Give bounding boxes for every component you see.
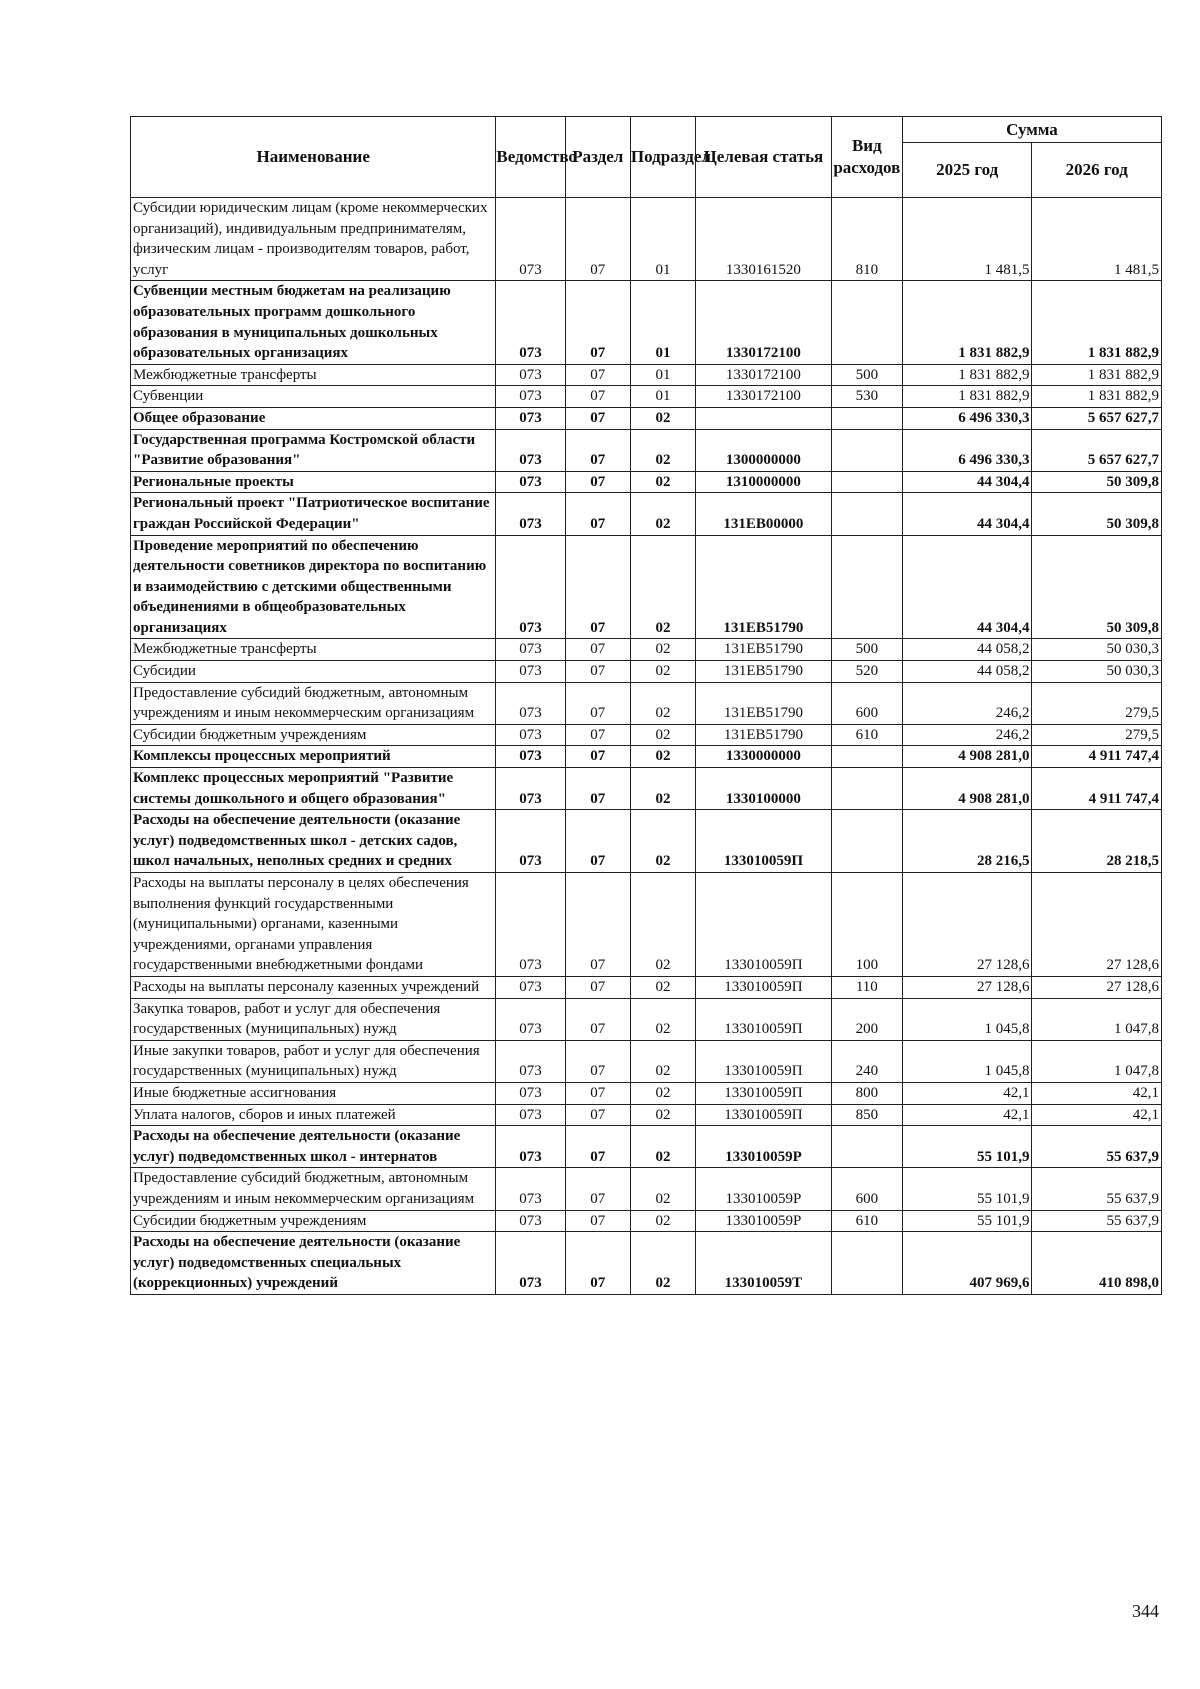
cell-pod: 02 xyxy=(630,1168,695,1210)
table-body xyxy=(131,198,1162,1295)
cell-raz: 07 xyxy=(565,661,630,683)
cell-vid xyxy=(831,493,902,535)
cell-cel: 133010059П xyxy=(696,1104,832,1126)
cell-cel: 133010059П xyxy=(696,873,832,977)
cell-ved: 073 xyxy=(496,976,565,998)
cell-vid: 850 xyxy=(831,1104,902,1126)
cell-pod: 02 xyxy=(630,873,695,977)
cell-name: Межбюджетные трансферты xyxy=(131,364,496,386)
cell-vid xyxy=(831,746,902,768)
table-row xyxy=(131,998,1162,1040)
cell-pod: 02 xyxy=(630,429,695,471)
cell-y1: 44 304,4 xyxy=(902,471,1032,493)
cell-ved: 073 xyxy=(496,1210,565,1232)
cell-y1: 44 304,4 xyxy=(902,535,1032,639)
cell-vid: 600 xyxy=(831,1168,902,1210)
cell-vid xyxy=(831,471,902,493)
cell-name: Проведение мероприятий по обеспечению деятельности советников директора по воспитанию и взаимодействию с детскими общественными объединениями в общеобразовательных организациях xyxy=(131,535,496,639)
cell-pod: 02 xyxy=(630,1126,695,1168)
cell-raz: 07 xyxy=(565,724,630,746)
cell-y1: 1 831 882,9 xyxy=(902,281,1032,364)
cell-name: Расходы на выплаты персоналу в целях обеспечения выполнения функций государственными (муниципальными) органами, казенными учреждениями, органами управления государственными внебюджетными фондами xyxy=(131,873,496,977)
cell-raz: 07 xyxy=(565,810,630,873)
table-row xyxy=(131,364,1162,386)
cell-ved: 073 xyxy=(496,873,565,977)
cell-raz: 07 xyxy=(565,1082,630,1104)
cell-ved: 073 xyxy=(496,471,565,493)
cell-vid: 610 xyxy=(831,1210,902,1232)
cell-name: Закупка товаров, работ и услуг для обеспечения государственных (муниципальных) нужд xyxy=(131,998,496,1040)
cell-name: Государственная программа Костромской области "Развитие образования" xyxy=(131,429,496,471)
cell-y1: 407 969,6 xyxy=(902,1232,1032,1295)
cell-raz: 07 xyxy=(565,429,630,471)
table-row xyxy=(131,1210,1162,1232)
cell-pod: 02 xyxy=(630,682,695,724)
cell-ved: 073 xyxy=(496,407,565,429)
header-vedomstvo: Ведомство xyxy=(496,117,565,198)
cell-name: Субвенции xyxy=(131,386,496,408)
cell-y1: 6 496 330,3 xyxy=(902,407,1032,429)
cell-vid: 520 xyxy=(831,661,902,683)
cell-name: Расходы на обеспечение деятельности (оказание услуг) подведомственных школ - интернатов xyxy=(131,1126,496,1168)
cell-name: Расходы на выплаты персоналу казенных учреждений xyxy=(131,976,496,998)
cell-pod: 01 xyxy=(630,364,695,386)
cell-y2: 4 911 747,4 xyxy=(1032,768,1162,810)
cell-cel: 1310000000 xyxy=(696,471,832,493)
cell-cel: 1330161520 xyxy=(696,198,832,281)
cell-raz: 07 xyxy=(565,386,630,408)
cell-cel: 133010059Т xyxy=(696,1232,832,1295)
cell-y1: 4 908 281,0 xyxy=(902,746,1032,768)
cell-ved: 073 xyxy=(496,364,565,386)
cell-name: Предоставление субсидий бюджетным, автономным учреждениям и иным некоммерческим организациям xyxy=(131,1168,496,1210)
cell-raz: 07 xyxy=(565,998,630,1040)
cell-y2: 1 047,8 xyxy=(1032,1040,1162,1082)
cell-ved: 073 xyxy=(496,1168,565,1210)
cell-cel: 133010059П xyxy=(696,810,832,873)
cell-ved: 073 xyxy=(496,768,565,810)
cell-cel: 1330172100 xyxy=(696,281,832,364)
cell-cel: 131EB51790 xyxy=(696,661,832,683)
cell-name: Межбюджетные трансферты xyxy=(131,639,496,661)
cell-cel: 133010059П xyxy=(696,1082,832,1104)
cell-cel: 131EB51790 xyxy=(696,724,832,746)
cell-y2: 27 128,6 xyxy=(1032,873,1162,977)
cell-vid xyxy=(831,281,902,364)
table-row xyxy=(131,746,1162,768)
cell-ved: 073 xyxy=(496,810,565,873)
table-row xyxy=(131,661,1162,683)
cell-raz: 07 xyxy=(565,1126,630,1168)
cell-vid xyxy=(831,1126,902,1168)
cell-name: Субсидии бюджетным учреждениям xyxy=(131,1210,496,1232)
cell-raz: 07 xyxy=(565,535,630,639)
cell-raz: 07 xyxy=(565,746,630,768)
table-row xyxy=(131,198,1162,281)
cell-name: Региональный проект "Патриотическое воспитание граждан Российской Федерации" xyxy=(131,493,496,535)
budget-table xyxy=(130,116,1162,1295)
cell-name: Иные бюджетные ассигнования xyxy=(131,1082,496,1104)
cell-raz: 07 xyxy=(565,1232,630,1295)
cell-y2: 1 047,8 xyxy=(1032,998,1162,1040)
cell-y1: 1 831 882,9 xyxy=(902,364,1032,386)
header-year-2025: 2025 год xyxy=(902,143,1032,198)
cell-ved: 073 xyxy=(496,724,565,746)
cell-cel: 1330172100 xyxy=(696,364,832,386)
cell-ved: 073 xyxy=(496,661,565,683)
cell-name: Расходы на обеспечение деятельности (оказание услуг) подведомственных школ - детских садов, школ начальных, неполных средних и средних xyxy=(131,810,496,873)
cell-pod: 02 xyxy=(630,471,695,493)
cell-name: Расходы на обеспечение деятельности (оказание услуг) подведомственных специальных (коррекционных) учреждений xyxy=(131,1232,496,1295)
cell-raz: 07 xyxy=(565,873,630,977)
table-row xyxy=(131,493,1162,535)
cell-vid: 500 xyxy=(831,364,902,386)
cell-raz: 07 xyxy=(565,407,630,429)
cell-pod: 02 xyxy=(630,998,695,1040)
table-row xyxy=(131,1082,1162,1104)
cell-y2: 50 309,8 xyxy=(1032,535,1162,639)
table-row xyxy=(131,873,1162,977)
table-row xyxy=(131,281,1162,364)
cell-y2: 4 911 747,4 xyxy=(1032,746,1162,768)
cell-raz: 07 xyxy=(565,471,630,493)
cell-y1: 1 831 882,9 xyxy=(902,386,1032,408)
cell-y1: 246,2 xyxy=(902,724,1032,746)
cell-name: Субвенции местным бюджетам на реализацию образовательных программ дошкольного образования в муниципальных дошкольных образовательных организациях xyxy=(131,281,496,364)
table-row xyxy=(131,976,1162,998)
cell-raz: 07 xyxy=(565,281,630,364)
cell-name: Субсидии бюджетным учреждениям xyxy=(131,724,496,746)
cell-pod: 02 xyxy=(630,810,695,873)
cell-raz: 07 xyxy=(565,768,630,810)
cell-cel: 133010059П xyxy=(696,1040,832,1082)
cell-ved: 073 xyxy=(496,429,565,471)
cell-raz: 07 xyxy=(565,639,630,661)
cell-name: Предоставление субсидий бюджетным, автономным учреждениям и иным некоммерческим организациям xyxy=(131,682,496,724)
cell-y2: 28 218,5 xyxy=(1032,810,1162,873)
cell-y2: 42,1 xyxy=(1032,1104,1162,1126)
cell-y1: 44 058,2 xyxy=(902,661,1032,683)
cell-cel xyxy=(696,407,832,429)
cell-y2: 5 657 627,7 xyxy=(1032,429,1162,471)
cell-y2: 1 831 882,9 xyxy=(1032,386,1162,408)
cell-y1: 44 304,4 xyxy=(902,493,1032,535)
cell-ved: 073 xyxy=(496,746,565,768)
cell-vid xyxy=(831,535,902,639)
cell-name: Региональные проекты xyxy=(131,471,496,493)
cell-ved: 073 xyxy=(496,1126,565,1168)
table-row xyxy=(131,386,1162,408)
cell-pod: 02 xyxy=(630,746,695,768)
cell-pod: 02 xyxy=(630,976,695,998)
cell-vid: 200 xyxy=(831,998,902,1040)
cell-vid xyxy=(831,1232,902,1295)
cell-vid: 610 xyxy=(831,724,902,746)
cell-vid: 110 xyxy=(831,976,902,998)
cell-y2: 42,1 xyxy=(1032,1082,1162,1104)
cell-name: Иные закупки товаров, работ и услуг для обеспечения государственных (муниципальных) нужд xyxy=(131,1040,496,1082)
table-row xyxy=(131,768,1162,810)
cell-raz: 07 xyxy=(565,493,630,535)
cell-name: Субсидии xyxy=(131,661,496,683)
cell-vid xyxy=(831,407,902,429)
cell-y2: 27 128,6 xyxy=(1032,976,1162,998)
cell-pod: 02 xyxy=(630,493,695,535)
cell-vid: 500 xyxy=(831,639,902,661)
cell-pod: 02 xyxy=(630,1040,695,1082)
cell-pod: 01 xyxy=(630,198,695,281)
table-row xyxy=(131,639,1162,661)
cell-pod: 02 xyxy=(630,535,695,639)
table-row xyxy=(131,407,1162,429)
table-row xyxy=(131,1126,1162,1168)
cell-y1: 55 101,9 xyxy=(902,1168,1032,1210)
cell-raz: 07 xyxy=(565,198,630,281)
cell-ved: 073 xyxy=(496,386,565,408)
cell-name: Субсидии юридическим лицам (кроме некоммерческих организаций), индивидуальным предпринимателям, физическим лицам - производителям товаров, работ, услуг xyxy=(131,198,496,281)
cell-name: Уплата налогов, сборов и иных платежей xyxy=(131,1104,496,1126)
cell-vid: 530 xyxy=(831,386,902,408)
header-razdel: Раздел xyxy=(565,117,630,198)
cell-cel: 1330172100 xyxy=(696,386,832,408)
cell-y2: 410 898,0 xyxy=(1032,1232,1162,1295)
cell-y2: 55 637,9 xyxy=(1032,1210,1162,1232)
cell-raz: 07 xyxy=(565,682,630,724)
cell-y2: 50 309,8 xyxy=(1032,493,1162,535)
cell-cel: 131EB51790 xyxy=(696,639,832,661)
cell-pod: 02 xyxy=(630,1104,695,1126)
cell-y2: 1 481,5 xyxy=(1032,198,1162,281)
cell-name: Комплекс процессных мероприятий "Развитие системы дошкольного и общего образования" xyxy=(131,768,496,810)
cell-cel: 131EB51790 xyxy=(696,682,832,724)
cell-pod: 02 xyxy=(630,1232,695,1295)
cell-y1: 27 128,6 xyxy=(902,976,1032,998)
cell-ved: 073 xyxy=(496,535,565,639)
cell-y1: 27 128,6 xyxy=(902,873,1032,977)
table-row xyxy=(131,1104,1162,1126)
cell-pod: 01 xyxy=(630,386,695,408)
table-row xyxy=(131,535,1162,639)
cell-y1: 42,1 xyxy=(902,1104,1032,1126)
cell-pod: 02 xyxy=(630,1082,695,1104)
cell-pod: 02 xyxy=(630,661,695,683)
cell-cel: 133010059П xyxy=(696,998,832,1040)
table-row xyxy=(131,429,1162,471)
cell-pod: 02 xyxy=(630,724,695,746)
cell-ved: 073 xyxy=(496,1040,565,1082)
cell-y2: 1 831 882,9 xyxy=(1032,364,1162,386)
cell-ved: 073 xyxy=(496,1104,565,1126)
cell-y1: 4 908 281,0 xyxy=(902,768,1032,810)
cell-vid: 800 xyxy=(831,1082,902,1104)
header-year-2026: 2026 год xyxy=(1032,143,1162,198)
cell-cel: 1330100000 xyxy=(696,768,832,810)
cell-vid xyxy=(831,768,902,810)
cell-y1: 28 216,5 xyxy=(902,810,1032,873)
cell-y2: 50 030,3 xyxy=(1032,639,1162,661)
cell-raz: 07 xyxy=(565,1168,630,1210)
header-podrazdel: Подраздел xyxy=(630,117,695,198)
cell-y1: 1 045,8 xyxy=(902,998,1032,1040)
cell-y2: 55 637,9 xyxy=(1032,1126,1162,1168)
cell-vid: 810 xyxy=(831,198,902,281)
cell-y2: 5 657 627,7 xyxy=(1032,407,1162,429)
table-row xyxy=(131,1040,1162,1082)
header-vid: Вид расходов xyxy=(831,117,902,198)
cell-vid: 240 xyxy=(831,1040,902,1082)
cell-raz: 07 xyxy=(565,1104,630,1126)
cell-pod: 01 xyxy=(630,281,695,364)
cell-y1: 55 101,9 xyxy=(902,1210,1032,1232)
cell-y1: 1 045,8 xyxy=(902,1040,1032,1082)
cell-vid xyxy=(831,429,902,471)
cell-y1: 6 496 330,3 xyxy=(902,429,1032,471)
cell-y1: 246,2 xyxy=(902,682,1032,724)
cell-raz: 07 xyxy=(565,1210,630,1232)
cell-y1: 55 101,9 xyxy=(902,1126,1032,1168)
cell-cel: 133010059Р xyxy=(696,1168,832,1210)
cell-raz: 07 xyxy=(565,364,630,386)
cell-y1: 44 058,2 xyxy=(902,639,1032,661)
cell-pod: 02 xyxy=(630,1210,695,1232)
cell-y1: 1 481,5 xyxy=(902,198,1032,281)
cell-y2: 50 030,3 xyxy=(1032,661,1162,683)
cell-ved: 073 xyxy=(496,1232,565,1295)
cell-y2: 279,5 xyxy=(1032,724,1162,746)
table-row xyxy=(131,471,1162,493)
cell-raz: 07 xyxy=(565,1040,630,1082)
cell-vid: 100 xyxy=(831,873,902,977)
cell-cel: 133010059Р xyxy=(696,1210,832,1232)
cell-cel: 1300000000 xyxy=(696,429,832,471)
cell-cel: 131EB00000 xyxy=(696,493,832,535)
cell-y2: 50 309,8 xyxy=(1032,471,1162,493)
cell-ved: 073 xyxy=(496,682,565,724)
cell-y2: 1 831 882,9 xyxy=(1032,281,1162,364)
cell-vid xyxy=(831,810,902,873)
cell-pod: 02 xyxy=(630,768,695,810)
cell-raz: 07 xyxy=(565,976,630,998)
cell-vid: 600 xyxy=(831,682,902,724)
cell-name: Комплексы процессных мероприятий xyxy=(131,746,496,768)
header-celevaya: Целевая статья xyxy=(696,117,832,198)
page-number: 344 xyxy=(1132,1601,1159,1621)
cell-ved: 073 xyxy=(496,493,565,535)
header-name: Наименование xyxy=(131,117,496,198)
table-row xyxy=(131,810,1162,873)
cell-pod: 02 xyxy=(630,639,695,661)
cell-ved: 073 xyxy=(496,281,565,364)
cell-pod: 02 xyxy=(630,407,695,429)
cell-cel: 133010059Р xyxy=(696,1126,832,1168)
cell-y2: 55 637,9 xyxy=(1032,1168,1162,1210)
cell-ved: 073 xyxy=(496,998,565,1040)
cell-ved: 073 xyxy=(496,639,565,661)
cell-y1: 42,1 xyxy=(902,1082,1032,1104)
table-row xyxy=(131,1232,1162,1295)
table-row xyxy=(131,724,1162,746)
cell-y2: 279,5 xyxy=(1032,682,1162,724)
table-row xyxy=(131,1168,1162,1210)
cell-ved: 073 xyxy=(496,198,565,281)
cell-name: Общее образование xyxy=(131,407,496,429)
cell-cel: 1330000000 xyxy=(696,746,832,768)
cell-ved: 073 xyxy=(496,1082,565,1104)
cell-cel: 131EB51790 xyxy=(696,535,832,639)
header-summa: Сумма xyxy=(902,117,1161,143)
cell-cel: 133010059П xyxy=(696,976,832,998)
table-row xyxy=(131,682,1162,724)
